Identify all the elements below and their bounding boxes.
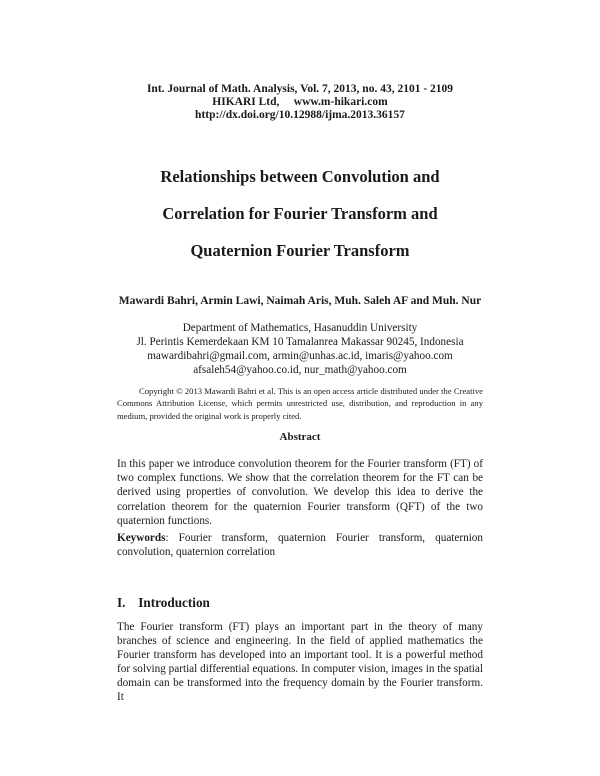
section-number: I. bbox=[117, 595, 126, 610]
affiliation-department: Department of Mathematics, Hasanuddin University bbox=[182, 322, 418, 334]
section-heading bbox=[117, 595, 210, 611]
keywords-paragraph bbox=[117, 531, 483, 559]
publisher-line: HIKARI Ltd, www.m-hikari.com bbox=[212, 96, 388, 108]
author-emails-1: mawardibahri@gmail.com, armin@unhas.ac.id, imaris@yahoo.com bbox=[147, 350, 453, 362]
affiliation-block bbox=[0, 321, 600, 377]
affiliation-address: Jl. Perintis Kemerdekaan KM 10 Tamalanrea Makassar 90245, Indonesia bbox=[136, 336, 464, 348]
title-line-3: Quaternion Fourier Transform bbox=[190, 241, 410, 260]
title-line-1: Relationships between Convolution and bbox=[160, 167, 440, 186]
doi-link[interactable]: http://dx.doi.org/10.12988/ijma.2013.36157 bbox=[195, 109, 405, 121]
title-line-2: Correlation for Fourier Transform and bbox=[162, 204, 438, 223]
keywords-label: Keywords bbox=[117, 532, 166, 544]
introduction-paragraph: The Fourier transform (FT) plays an important part in the theory of many branches of science and engineering. In the field of applied mathematics the Fourier transform has developed into an important tool. It is a powerful method for solving partial differential equations. In computer vision, images in the spatial domain can be transformed into the frequency domain by the Fourier transform. It bbox=[117, 621, 483, 704]
journal-citation: Int. Journal of Math. Analysis, Vol. 7, 2013, no. 43, 2101 - 2109 bbox=[146, 83, 454, 95]
abstract-body: In this paper we introduce convolution theorem for the Fourier transform (FT) of two complex functions. We show that the correlation theorem for the FT can be derived using properties of convolution. We develop this idea to derive the correlation theorem for the quaternion Fourier transform (QFT) of the two quaternion functions. bbox=[117, 458, 483, 527]
journal-header bbox=[0, 83, 600, 122]
section-title: Introduction bbox=[138, 595, 210, 610]
author-list: Mawardi Bahri, Armin Lawi, Naimah Aris, Muh. Saleh AF and Muh. Nur bbox=[118, 295, 482, 307]
keywords-text: : Fourier transform, quaternion Fourier transform, quaternion convolution, quaternion correlation bbox=[117, 532, 483, 559]
copyright-notice: Copyright © 2013 Mawardi Bahri et al. This is an open access article distributed under the Creative Commons Attribution License, which permits unrestricted use, distribution, and reproduction in any medium, provided the original work is properly cited. bbox=[117, 386, 483, 421]
author-emails-2: afsaleh54@yahoo.co.id, nur_math@yahoo.com bbox=[193, 364, 407, 376]
paper-title bbox=[0, 167, 600, 278]
abstract-heading: Abstract bbox=[279, 431, 321, 443]
